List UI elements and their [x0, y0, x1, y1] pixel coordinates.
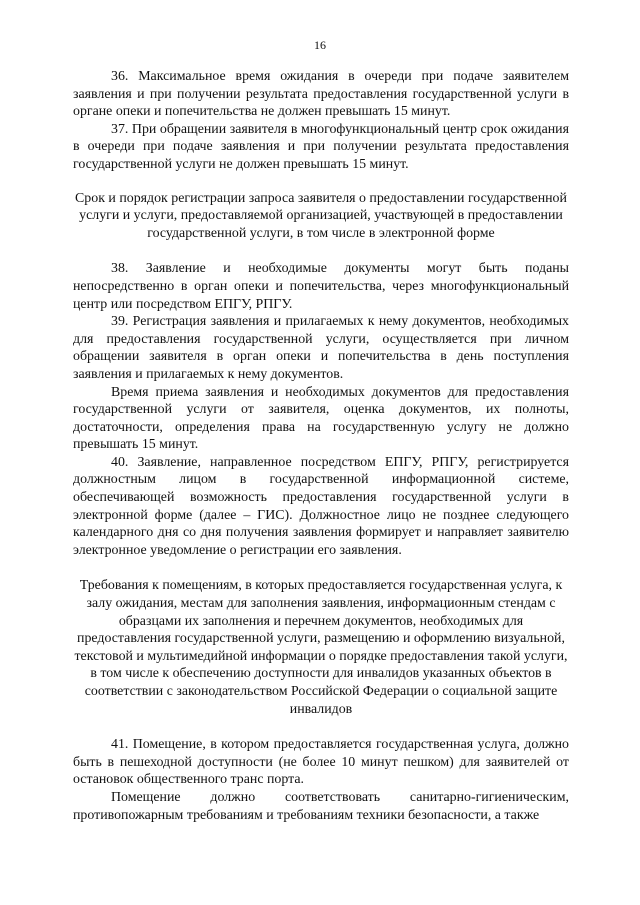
paragraph-39-continued: Время приема заявления и необходимых документов для предоставления государственной услуги от заявителя, оценка документов, их полноты, достаточности, определения права на государственную услугу не должно превышать 15 минут.: [73, 384, 569, 453]
page-number: 16: [314, 38, 326, 52]
paragraph-41: 41. Помещение, в котором предоставляется государственная услуга, должно быть в пешеходной доступности (не более 10 минут пешком) для заявителей от остановок общественного транс порта.: [73, 737, 569, 788]
section-heading-registration: Срок и порядок регистрации запроса заявителя о предоставлении государственной услуги и услуги, предоставляемой организацией, участвующей в предоставлении государственной услуги, в том числе в электронной форме: [75, 190, 567, 241]
paragraph-36: 36. Максимальное время ожидания в очереди при подаче заявителем заявления и при получении результата предоставления государственной услуги в органе опеки и попечительства не должен превышать 15 минут.: [73, 69, 569, 120]
paragraph-39: 39. Регистрация заявления и прилагаемых к нему документов, необходимых для предоставления государственной услуги, осуществляется при личном обращении заявителя в орган опеки и попечительства в день поступления заявления и прилагаемых к нему документов.: [73, 314, 569, 382]
paragraph-37: 37. При обращении заявителя в многофункциональный центр срок ожидания в очереди при подаче заявления и при получении результата предоставления государственной услуги не должен превышать 15 минут.: [73, 121, 569, 172]
paragraph-40: 40. Заявление, направленное посредством ЕПГУ, РПГУ, регистрируется должностным лицом в государственной информационной системе, обеспечивающей возможность предоставления государственной услуги в электронной форме (далее – ГИС). Должностное лицо не позднее следующего календарного дня со дня получения заявления формирует и направляет заявителю электронное уведомление о регистрации его заявления.: [73, 454, 569, 558]
document-body: [73, 68, 569, 824]
paragraph-38: 38. Заявление и необходимые документы могут быть поданы непосредственно в орган опеки и попечительства, через многофункциональный центр или посредством ЕПГУ, РПГУ.: [73, 261, 569, 312]
section-heading-premises: Требования к помещениям, в которых предоставляется государственная услуга, к залу ожидания, местам для заполнения заявления, информационным стендам с образцами их заполнения и перечнем документов, необходимых для предоставления государственной услуги, размещению и оформлению визуальной, текстовой и мультимедийной информации о порядке предоставления такой услуги, в том числе к обеспечению доступности для инвалидов указанных объектов в соответствии с законодательством Российской Федерации о социальной защите инвалидов: [74, 578, 568, 717]
paragraph-41-continued: Помещение должно соответствовать санитарно-гигиеническим, противопожарным требованиям и требованиям техники безопасности, а также: [73, 789, 569, 823]
